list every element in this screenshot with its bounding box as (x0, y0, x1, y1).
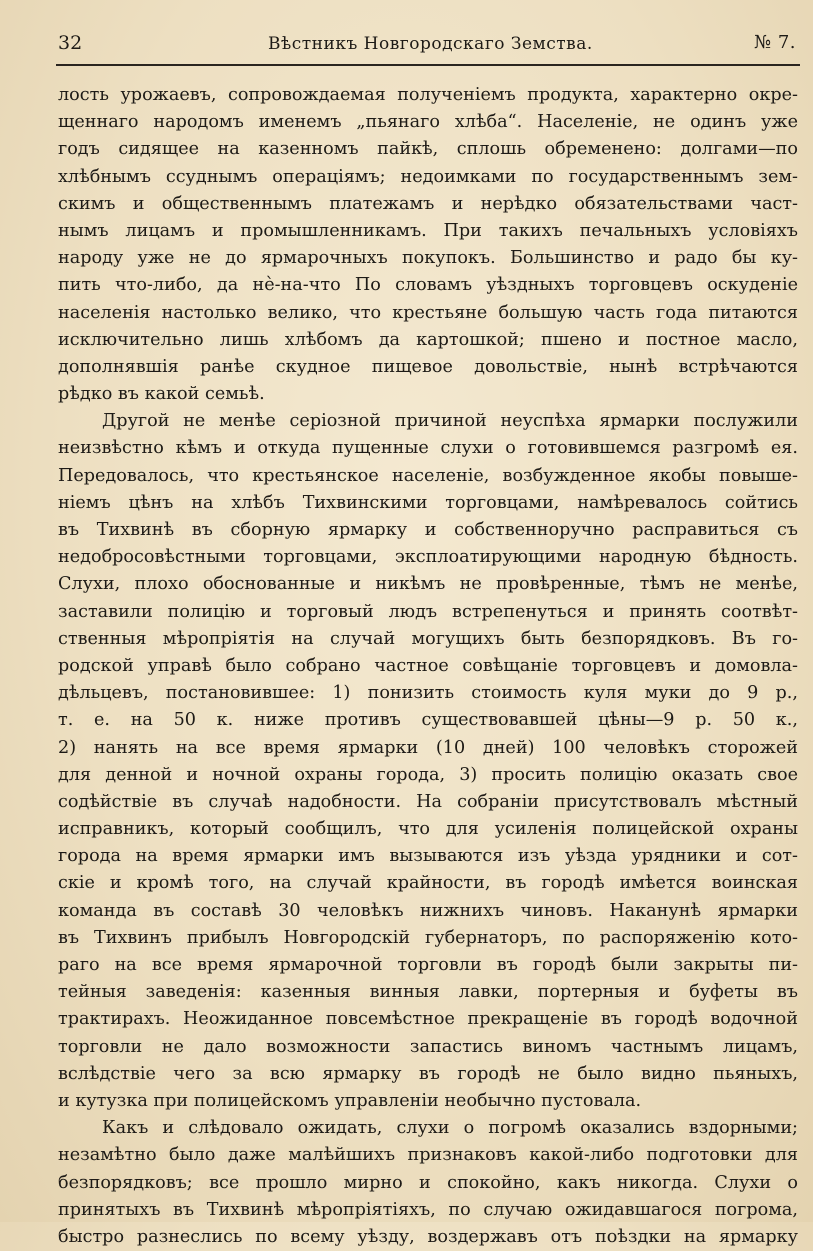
text-line: въ Тихвинѣ въ сборную ярмарку и собственноручно расправиться съ (58, 520, 798, 540)
text-line: исправникъ, который сообщилъ, что для усиленія полицейской охраны (58, 819, 798, 840)
text-line: ніемъ цѣнъ на хлѣбъ Тихвинскими торговцами, намѣревалось сойтись (58, 492, 798, 513)
text-line: нымъ лицамъ и промышленникамъ. При такихъ печальныхъ условіяхъ (58, 220, 798, 241)
text-line: вслѣдствіе чего за всю ярмарку въ городѣ не было видно пьяныхъ, (58, 1063, 798, 1084)
text-line: т. е. на 50 к. ниже противъ существовавшей цѣны—9 р. 50 к., (58, 710, 798, 731)
text-line: содѣйствіе въ случаѣ надобности. На собраніи присутствовалъ мѣстный (58, 791, 798, 812)
text-line: населенія настолько велико, что крестьяне большую часть года питаются (58, 302, 798, 323)
text-line: 2) нанять на все время ярмарки (10 дней) 100 человѣкъ сторожей (58, 737, 798, 758)
text-line: годъ сидящее на казенномъ пайкѣ, сплошь обременено: долгами—по (58, 139, 798, 160)
text-line: быстро разнеслись по всему уѣзду, воздержавъ отъ поѣздки на ярмарку (58, 1226, 798, 1247)
text-line: скіе и кромѣ того, на случай крайности, въ городѣ имѣется воинская (58, 873, 798, 894)
text-line: недобросовѣстными торговцами, эксплоатирующими народную бѣдность. (58, 547, 798, 568)
text-line: лость урожаевъ, сопровождаемая полученіемъ продукта, характерно окре- (58, 85, 798, 105)
paragraph-start-line: Какъ и слѣдовало ожидать, слухи о погромѣ оказались вздорными; (102, 1118, 798, 1139)
text-line: ственныя мѣропріятія на случай могущихъ быть безпорядковъ. Въ го- (58, 628, 798, 649)
text-line: трактирахъ. Неожиданное повсемѣстное прекращеніе въ городѣ водочной (58, 1009, 798, 1030)
text-line: въ Тихвинъ прибылъ Новгородскій губернаторъ, по распоряженію кото- (58, 927, 798, 948)
text-line: неизвѣстно кѣмъ и откуда пущенные слухи о готовившемся разгромѣ ея. (58, 438, 798, 459)
text-line: хлѣбнымъ ссуднымъ операціямъ; недоимками по государственнымъ зем- (58, 166, 798, 187)
text-line: безпорядковъ; все прошло мирно и спокойно, какъ никогда. Слухи о (58, 1172, 798, 1193)
text-line: дѣльцевъ, постановившее: 1) понизить стоимость куля муки до 9 р., (58, 683, 798, 704)
text-line: исключительно лишь хлѣбомъ да картошкой; пшено и постное масло, (58, 329, 798, 350)
text-line: народу уже не до ярмарочныхъ покупокъ. Большинство и радо бы ку- (58, 248, 798, 269)
text-line: тейныя заведенія: казенныя винныя лавки, портерныя и буфеты въ (58, 982, 798, 1003)
page-header (58, 30, 798, 58)
text-line: незамѣтно было даже малѣйшихъ признаковъ какой-либо подготовки для (58, 1145, 798, 1166)
text-line: команда въ составѣ 30 человѣкъ нижнихъ чиновъ. Наканунѣ ярмарки (58, 900, 798, 921)
text-line: торговли не дало возможности запастись виномъ частнымъ лицамъ, (58, 1036, 798, 1057)
text-line: заставили полицію и торговый людъ встрепенуться и принять соотвѣт- (58, 601, 798, 622)
text-line: щеннаго народомъ именемъ „пьянаго хлѣба“. Населеніе, не одинъ уже (58, 112, 798, 133)
text-line: Слухи, плохо обоснованные и никѣмъ не провѣренные, тѣмъ не менѣе, (58, 574, 798, 595)
paragraph-end-line: рѣдко въ какой семьѣ. (58, 384, 265, 405)
text-line: Передовалось, что крестьянское населеніе, возбужденное якобы повыше- (58, 465, 798, 486)
text-line: города на время ярмарки имъ вызываются изъ уѣзда урядники и сот- (58, 846, 798, 867)
text-line: дополнявшія ранѣе скудное пищевое довольствіе, нынѣ встрѣчаются (58, 356, 798, 377)
paragraph-end-line: и кутузка при полицейскомъ управленіи необычно пустовала. (58, 1090, 642, 1111)
article-body (58, 82, 798, 1251)
page-number: 32 (58, 32, 83, 54)
text-line: скимъ и общественнымъ платежамъ и нерѣдко обязательствами част- (58, 193, 798, 214)
running-title: Вѣстникъ Новгородскаго Земства. (268, 34, 593, 54)
text-line: принятыхъ въ Тихвинѣ мѣропріятіяхъ, по случаю ожидавшагося погрома, (58, 1199, 798, 1220)
paragraph-start-line: Другой не менѣе серіозной причиной неуспѣха ярмарки послужили (102, 411, 798, 432)
issue-number: № 7. (754, 32, 796, 53)
text-line: пить что-либо, да нѐ-на-что По словамъ уѣздныхъ торговцевъ оскуденіе (58, 275, 798, 296)
text-line: родской управѣ было собрано частное совѣщаніе торговцевъ и домовла- (58, 655, 798, 676)
text-line: раго на все время ярмарочной торговли въ городѣ были закрыты пи- (58, 955, 798, 975)
header-rule (56, 64, 800, 66)
text-line: для денной и ночной охраны города, 3) просить полицію оказать свое (58, 764, 798, 785)
